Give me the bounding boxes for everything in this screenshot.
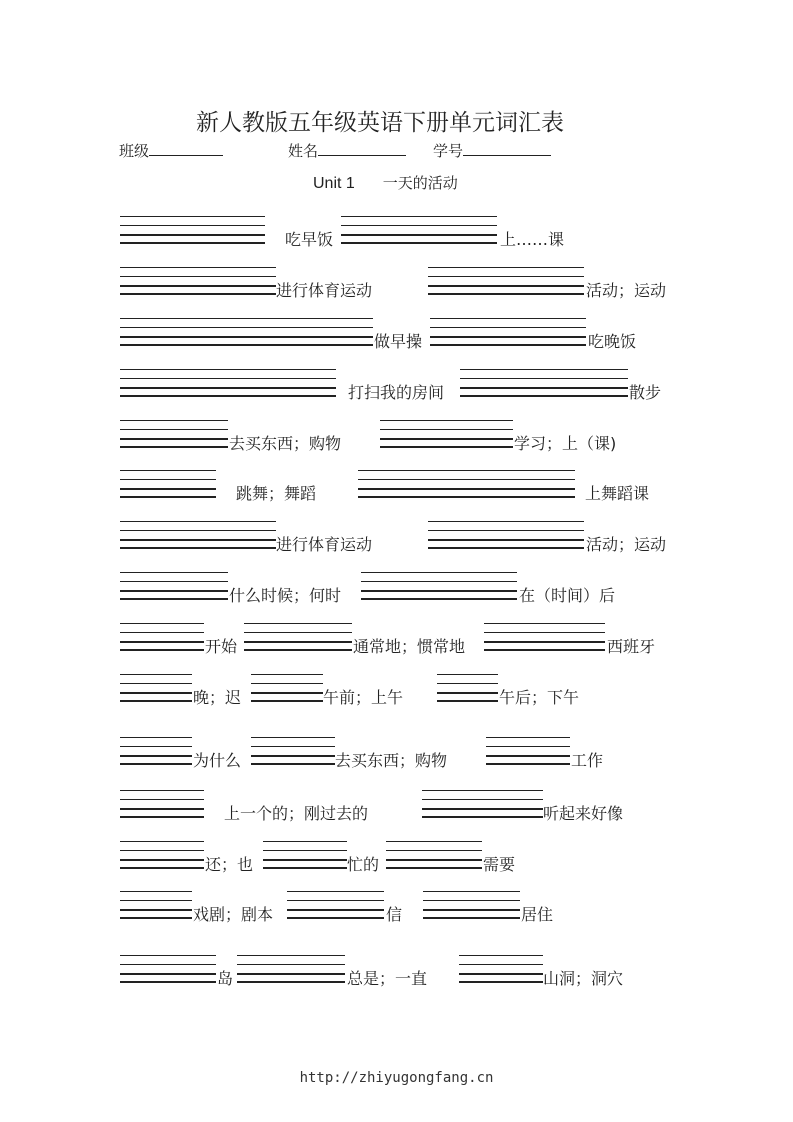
unit-name: Unit 1 [313,175,355,192]
writing-line [460,395,628,397]
writing-line [120,420,228,421]
writing-line [341,234,497,236]
writing-line [237,955,345,956]
writing-line [120,590,228,592]
writing-line [287,909,384,911]
writing-line [120,973,216,975]
writing-lines[interactable] [120,470,216,500]
writing-line [251,746,335,747]
writing-lines[interactable] [437,674,498,704]
writing-line [380,420,513,421]
writing-line [358,488,575,490]
writing-line [120,547,276,549]
writing-line [428,285,584,287]
writing-line [244,649,352,651]
writing-line [430,344,586,346]
writing-line [428,293,584,295]
writing-lines[interactable] [486,737,570,767]
vocab-meaning: 学习；上（课) [514,434,617,453]
writing-line [380,438,513,440]
writing-line [423,917,520,919]
writing-line [120,378,336,379]
writing-line [430,327,586,328]
vocab-meaning: 去买东西；购物 [229,434,342,453]
writing-lines[interactable] [251,674,323,704]
vocab-meaning: 什么时候；何时 [229,586,342,605]
writing-line [120,446,228,448]
writing-line [358,496,575,498]
writing-line [120,981,216,983]
writing-line [120,438,228,440]
page-title: 新人教版五年级英语下册单元词汇表 [196,110,564,136]
writing-line [120,387,336,389]
writing-line [120,816,204,818]
writing-line [459,981,543,983]
writing-line [251,683,323,684]
vocab-meaning: 山洞；洞穴 [543,969,624,988]
writing-line [380,429,513,430]
vocab-meaning: 居住 [521,905,554,924]
vocab-meaning: 信 [386,905,403,924]
writing-lines[interactable] [428,267,584,297]
writing-line [120,674,192,675]
writing-line [484,623,605,624]
writing-lines[interactable] [237,955,345,985]
writing-line [263,859,347,861]
vocab-meaning: 工作 [571,751,604,770]
vocab-meaning: 在（时间）后 [519,586,616,605]
writing-line [386,841,482,842]
writing-line [120,225,265,226]
writing-line [120,293,276,295]
name-blank[interactable] [318,141,406,156]
writing-line [120,964,216,965]
writing-line [361,590,517,592]
writing-lines[interactable] [251,737,335,767]
writing-line [251,763,335,765]
writing-line [287,900,384,901]
writing-line [251,674,323,675]
vocab-meaning: 去买东西；购物 [335,751,448,770]
writing-line [120,479,216,480]
writing-lines[interactable] [287,891,384,921]
writing-line [244,632,352,633]
writing-line [459,973,543,975]
writing-line [386,867,482,869]
writing-line [460,369,628,370]
writing-line [120,790,204,791]
number-field [433,140,551,161]
writing-lines[interactable] [341,216,497,246]
vocab-meaning: 西班牙 [607,637,656,656]
writing-line [120,900,192,901]
vocab-meaning: 午后；下午 [499,688,580,707]
vocab-meaning: 跳舞；舞蹈 [236,484,317,503]
vocab-meaning: 进行体育运动 [276,535,373,554]
writing-line [263,850,347,851]
writing-line [437,683,498,684]
writing-line [263,841,347,842]
writing-line [120,692,192,694]
vocab-meaning: 打扫我的房间 [348,383,445,402]
writing-lines[interactable] [120,267,276,297]
writing-lines[interactable] [460,369,628,399]
vocab-meaning: 上……课 [500,230,565,249]
writing-lines[interactable] [120,216,265,246]
writing-line [120,683,192,684]
vocab-meaning: 还；也 [205,855,254,874]
writing-line [120,700,192,702]
writing-line [287,917,384,919]
writing-line [120,649,204,651]
writing-line [423,891,520,892]
writing-lines[interactable] [361,572,517,602]
writing-line [428,267,584,268]
writing-line [120,867,204,869]
writing-line [428,276,584,277]
writing-line [120,496,216,498]
writing-lines[interactable] [120,891,192,921]
writing-line [120,746,192,747]
vocab-meaning: 总是；一直 [347,969,428,988]
writing-line [486,746,570,747]
writing-line [361,581,517,582]
class-blank[interactable] [149,141,223,156]
writing-line [380,446,513,448]
writing-lines[interactable] [422,790,543,820]
writing-line [251,755,335,757]
writing-line [428,547,584,549]
writing-line [120,763,192,765]
writing-line [120,488,216,490]
vocab-meaning: 岛 [217,969,234,988]
writing-line [120,470,216,471]
writing-line [120,955,216,956]
writing-line [459,964,543,965]
writing-lines[interactable] [459,955,543,985]
writing-line [484,641,605,643]
writing-line [237,981,345,983]
writing-line [120,891,192,892]
writing-lines[interactable] [423,891,520,921]
writing-line [244,623,352,624]
writing-lines[interactable] [120,318,373,348]
writing-line [437,674,498,675]
writing-line [486,737,570,738]
vocab-meaning: 晚；迟 [193,688,242,707]
writing-line [422,799,543,800]
vocab-meaning: 吃晚饭 [588,332,637,351]
vocab-meaning: 做早操 [374,332,423,351]
writing-line [120,336,373,338]
writing-line [120,539,276,541]
writing-line [120,632,204,633]
writing-line [120,216,265,217]
writing-line [120,572,228,573]
writing-lines[interactable] [120,369,336,399]
writing-line [341,225,497,226]
writing-line [386,859,482,861]
writing-line [358,470,575,471]
class-label: 班级 [119,142,150,160]
writing-line [237,964,345,965]
unit-topic: 一天的活动 [382,174,458,192]
writing-line [120,369,336,370]
writing-line [244,641,352,643]
writing-line [361,598,517,600]
vocab-meaning: 活动；运动 [586,281,667,300]
writing-line [423,900,520,901]
writing-line [120,859,204,861]
writing-line [459,955,543,956]
writing-lines[interactable] [120,572,228,602]
vocab-meaning: 开始 [205,637,238,656]
name-label: 姓名 [288,142,319,160]
writing-line [120,318,373,319]
writing-lines[interactable] [120,841,204,871]
writing-line [460,378,628,379]
writing-lines[interactable] [120,955,216,985]
writing-lines[interactable] [263,841,347,871]
writing-line [120,276,276,277]
unit-heading [313,172,458,193]
name-field [288,140,406,161]
writing-line [120,234,265,236]
writing-lines[interactable] [120,674,192,704]
writing-line [386,850,482,851]
writing-line [428,539,584,541]
writing-line [120,429,228,430]
vocab-meaning: 忙的 [347,855,380,874]
writing-line [251,700,323,702]
number-label: 学号 [433,142,464,160]
vocab-meaning: 上一个的；刚过去的 [224,804,369,823]
writing-lines[interactable] [120,737,192,767]
writing-line [120,598,228,600]
writing-line [484,632,605,633]
writing-lines[interactable] [484,623,605,653]
writing-line [120,521,276,522]
writing-line [120,267,276,268]
writing-line [251,692,323,694]
vocab-meaning: 活动；运动 [586,535,667,554]
writing-line [120,327,373,328]
vocab-meaning: 散步 [629,383,662,402]
writing-line [120,530,276,531]
writing-line [120,737,192,738]
writing-lines[interactable] [120,623,204,653]
writing-line [428,521,584,522]
writing-lines[interactable] [428,521,584,551]
writing-line [287,891,384,892]
writing-line [486,755,570,757]
writing-line [341,216,497,217]
writing-lines[interactable] [120,790,204,820]
writing-line [341,242,497,244]
writing-line [422,808,543,810]
vocab-meaning: 通常地；惯常地 [353,637,466,656]
vocab-meaning: 午前；上午 [323,688,404,707]
writing-lines[interactable] [430,318,586,348]
writing-line [120,850,204,851]
writing-lines[interactable] [120,420,228,450]
writing-line [120,808,204,810]
vocab-meaning: 上舞蹈课 [585,484,650,503]
writing-line [120,581,228,582]
writing-line [430,336,586,338]
writing-line [437,692,498,694]
writing-line [120,285,276,287]
writing-line [437,700,498,702]
writing-line [237,973,345,975]
vocab-meaning: 吃早饭 [285,230,334,249]
writing-lines[interactable] [380,420,513,450]
writing-line [120,799,204,800]
writing-line [120,395,336,397]
writing-lines[interactable] [386,841,482,871]
writing-line [120,755,192,757]
writing-line [422,816,543,818]
writing-line [263,867,347,869]
writing-lines[interactable] [120,521,276,551]
writing-line [484,649,605,651]
writing-line [430,318,586,319]
writing-line [120,344,373,346]
writing-line [428,530,584,531]
number-blank[interactable] [463,141,551,156]
class-field [119,140,223,161]
writing-line [120,641,204,643]
writing-line [120,841,204,842]
vocab-meaning: 为什么 [193,751,242,770]
vocab-meaning: 戏剧；剧本 [193,905,274,924]
writing-line [361,572,517,573]
writing-line [120,917,192,919]
writing-lines[interactable] [358,470,575,500]
writing-line [120,242,265,244]
writing-line [251,737,335,738]
footer-url: http://zhiyugongfang.cn [299,1070,494,1086]
writing-line [460,387,628,389]
writing-lines[interactable] [244,623,352,653]
writing-line [422,790,543,791]
writing-line [120,623,204,624]
vocab-meaning: 听起来好像 [543,804,624,823]
writing-line [120,909,192,911]
vocab-meaning: 进行体育运动 [276,281,373,300]
writing-line [423,909,520,911]
writing-line [358,479,575,480]
vocab-meaning: 需要 [483,855,516,874]
writing-line [486,763,570,765]
